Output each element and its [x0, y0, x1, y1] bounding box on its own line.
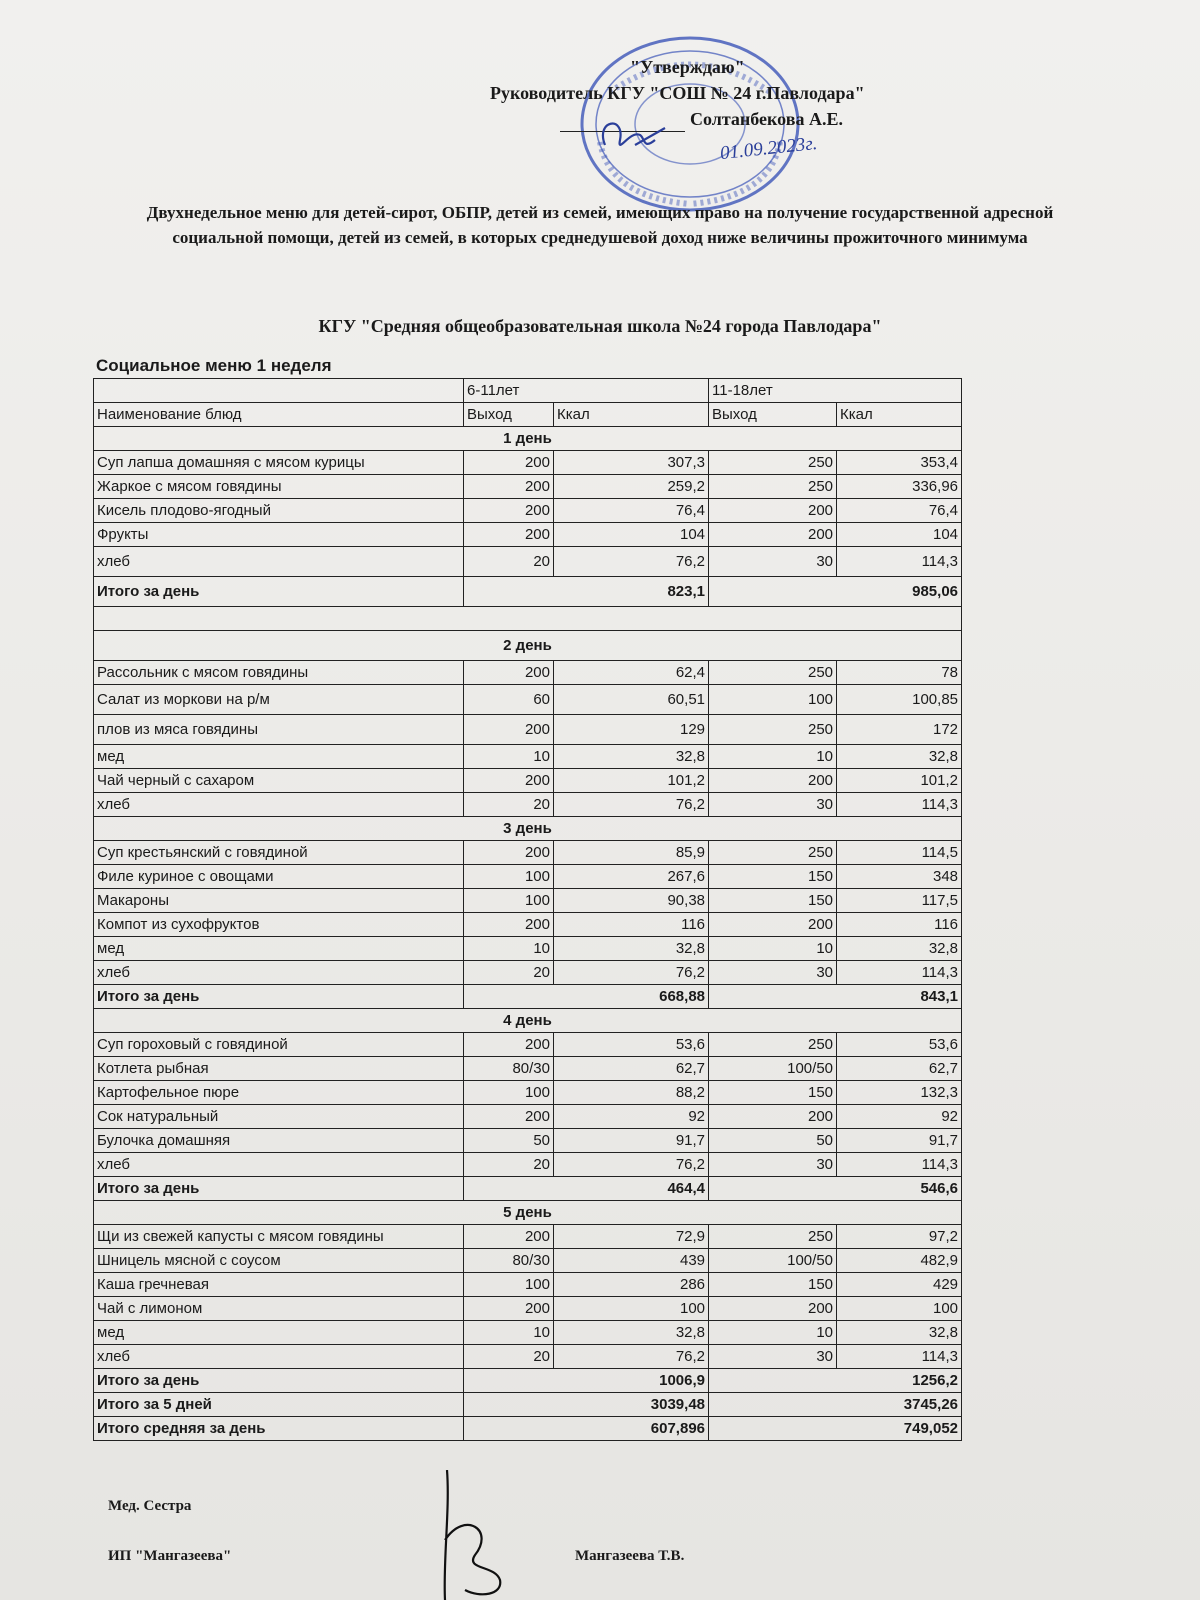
- dish-row: [94, 1273, 962, 1297]
- summary-6-11: 607,896: [464, 1417, 709, 1441]
- ip-label: ИП "Мангазеева": [108, 1548, 232, 1564]
- output-11-18: 10: [709, 937, 837, 961]
- dish-name: Каша гречневая: [94, 1273, 464, 1297]
- dish-name: плов из мяса говядины: [94, 715, 464, 745]
- kcal-6-11: 72,9: [554, 1225, 709, 1249]
- kcal-6-11: 53,6: [554, 1033, 709, 1057]
- total-6-11: 1006,9: [464, 1369, 709, 1393]
- output-6-11: 20: [464, 1345, 554, 1369]
- kcal-11-18: 114,3: [837, 961, 962, 985]
- output-6-11: 100: [464, 865, 554, 889]
- dish-name: Суп крестьянский с говядиной: [94, 841, 464, 865]
- week-title: Социальное меню 1 неделя: [96, 356, 332, 375]
- total-label: Итого за день: [94, 1369, 464, 1393]
- kcal-11-18: 132,3: [837, 1081, 962, 1105]
- kcal-6-11: 60,51: [554, 685, 709, 715]
- output-11-18: 250: [709, 451, 837, 475]
- summary-11-18: 749,052: [709, 1417, 962, 1441]
- output-6-11: 200: [464, 1297, 554, 1321]
- output-6-11: 200: [464, 475, 554, 499]
- output-11-18: 10: [709, 745, 837, 769]
- kcal-11-18: 353,4: [837, 451, 962, 475]
- output-11-18: 100/50: [709, 1057, 837, 1081]
- dish-name: мед: [94, 937, 464, 961]
- dish-name: Суп лапша домашняя с мясом курицы: [94, 451, 464, 475]
- kcal-11-18: 32,8: [837, 937, 962, 961]
- output-11-18: 250: [709, 1033, 837, 1057]
- dish-name: хлеб: [94, 1345, 464, 1369]
- output-11-18: 150: [709, 1081, 837, 1105]
- kcal-6-11: 76,2: [554, 1345, 709, 1369]
- kcal-11-18: 62,7: [837, 1057, 962, 1081]
- kcal-11-18: 116: [837, 913, 962, 937]
- day-total-row: [94, 985, 962, 1009]
- header-dish-name: Наименование блюд: [94, 403, 464, 427]
- dish-row: [94, 1057, 962, 1081]
- day-row: [94, 1009, 962, 1033]
- output-11-18: 250: [709, 715, 837, 745]
- supplier-signature: [425, 1470, 515, 1600]
- day-label: 3 день: [94, 817, 962, 841]
- ip-name: Мангазеева Т.В.: [575, 1548, 685, 1564]
- kcal-11-18: 91,7: [837, 1129, 962, 1153]
- output-6-11: 100: [464, 1273, 554, 1297]
- dish-row: [94, 937, 962, 961]
- output-6-11: 200: [464, 499, 554, 523]
- output-11-18: 200: [709, 913, 837, 937]
- kcal-6-11: 62,4: [554, 661, 709, 685]
- kcal-11-18: 114,3: [837, 1153, 962, 1177]
- dish-name: хлеб: [94, 547, 464, 577]
- kcal-11-18: 78: [837, 661, 962, 685]
- output-6-11: 200: [464, 1105, 554, 1129]
- approval-name: Солтанбекова А.Е.: [690, 109, 843, 129]
- dish-row: [94, 451, 962, 475]
- kcal-6-11: 259,2: [554, 475, 709, 499]
- kcal-6-11: 129: [554, 715, 709, 745]
- day-total-row: [94, 577, 962, 607]
- dish-row: [94, 685, 962, 715]
- output-11-18: 200: [709, 523, 837, 547]
- kcal-11-18: 32,8: [837, 745, 962, 769]
- total-6-11: 668,88: [464, 985, 709, 1009]
- output-6-11: 10: [464, 937, 554, 961]
- kcal-6-11: 32,8: [554, 937, 709, 961]
- total-11-18: 1256,2: [709, 1369, 962, 1393]
- kcal-6-11: 267,6: [554, 865, 709, 889]
- header-output: Выход: [709, 403, 837, 427]
- output-6-11: 200: [464, 1225, 554, 1249]
- output-6-11: 200: [464, 841, 554, 865]
- output-11-18: 50: [709, 1129, 837, 1153]
- dish-row: [94, 1249, 962, 1273]
- output-6-11: 200: [464, 715, 554, 745]
- day-total-row: [94, 1369, 962, 1393]
- document-title: Двухнедельное меню для детей-сирот, ОБПР, детей из семей, имеющих право на получение государственной адресной социальной помощи, детей из семей, в которых среднедушевой доход ниже величины прожиточного минимума: [146, 203, 1054, 247]
- summary-11-18: 3745,26: [709, 1393, 962, 1417]
- output-11-18: 100: [709, 685, 837, 715]
- approval-date: 01.09.2023г.: [719, 132, 819, 165]
- dish-row: [94, 961, 962, 985]
- output-6-11: 200: [464, 451, 554, 475]
- total-6-11: 823,1: [464, 577, 709, 607]
- dish-row: [94, 745, 962, 769]
- summary-label: Итого за 5 дней: [94, 1393, 464, 1417]
- output-11-18: 150: [709, 865, 837, 889]
- dish-row: [94, 1297, 962, 1321]
- day-total-row: [94, 1177, 962, 1201]
- header-row-age: [94, 379, 962, 403]
- day-row: [94, 817, 962, 841]
- header-kcal: Ккал: [554, 403, 709, 427]
- kcal-11-18: 114,5: [837, 841, 962, 865]
- dish-name: Щи из свежей капусты с мясом говядины: [94, 1225, 464, 1249]
- summary-label: Итого средняя за день: [94, 1417, 464, 1441]
- kcal-6-11: 62,7: [554, 1057, 709, 1081]
- kcal-11-18: 104: [837, 523, 962, 547]
- dish-row: [94, 1129, 962, 1153]
- dish-row: [94, 547, 962, 577]
- output-11-18: 30: [709, 1153, 837, 1177]
- approval-position: Руководитель КГУ "СОШ № 24 г.Павлодара": [490, 83, 865, 103]
- spacer-row: [94, 607, 962, 631]
- output-11-18: 250: [709, 1225, 837, 1249]
- kcal-11-18: 92: [837, 1105, 962, 1129]
- output-6-11: 50: [464, 1129, 554, 1153]
- kcal-6-11: 76,2: [554, 961, 709, 985]
- dish-row: [94, 769, 962, 793]
- dish-name: Компот из сухофруктов: [94, 913, 464, 937]
- output-11-18: 250: [709, 661, 837, 685]
- kcal-6-11: 104: [554, 523, 709, 547]
- dish-name: Чай черный с сахаром: [94, 769, 464, 793]
- output-6-11: 200: [464, 523, 554, 547]
- kcal-11-18: 336,96: [837, 475, 962, 499]
- day-label: 1 день: [94, 427, 962, 451]
- total-label: Итого за день: [94, 1177, 464, 1201]
- kcal-6-11: 76,2: [554, 547, 709, 577]
- dish-name: Шницель мясной с соусом: [94, 1249, 464, 1273]
- day-label: 5 день: [94, 1201, 962, 1225]
- kcal-6-11: 76,2: [554, 1153, 709, 1177]
- kcal-6-11: 32,8: [554, 745, 709, 769]
- dish-row: [94, 1033, 962, 1057]
- output-6-11: 100: [464, 1081, 554, 1105]
- dish-name: хлеб: [94, 1153, 464, 1177]
- output-11-18: 150: [709, 889, 837, 913]
- kcal-11-18: 114,3: [837, 793, 962, 817]
- kcal-11-18: 117,5: [837, 889, 962, 913]
- dish-row: [94, 1105, 962, 1129]
- kcal-6-11: 76,4: [554, 499, 709, 523]
- kcal-6-11: 101,2: [554, 769, 709, 793]
- dish-row: [94, 1225, 962, 1249]
- kcal-11-18: 172: [837, 715, 962, 745]
- dish-row: [94, 841, 962, 865]
- dish-row: [94, 1153, 962, 1177]
- day-row: [94, 1201, 962, 1225]
- output-6-11: 20: [464, 961, 554, 985]
- header-kcal: Ккал: [837, 403, 962, 427]
- output-6-11: 20: [464, 1153, 554, 1177]
- dish-name: Суп гороховый с говядиной: [94, 1033, 464, 1057]
- dish-name: мед: [94, 1321, 464, 1345]
- dish-name: хлеб: [94, 793, 464, 817]
- output-6-11: 200: [464, 1033, 554, 1057]
- header-output: Выход: [464, 403, 554, 427]
- kcal-11-18: 114,3: [837, 1345, 962, 1369]
- kcal-6-11: 439: [554, 1249, 709, 1273]
- approval-heading: "Утверждаю": [630, 57, 745, 77]
- summary-row: [94, 1393, 962, 1417]
- output-11-18: 100/50: [709, 1249, 837, 1273]
- nurse-label: Мед. Сестра: [108, 1498, 192, 1514]
- dish-name: Фрукты: [94, 523, 464, 547]
- dish-name: Салат из моркови на р/м: [94, 685, 464, 715]
- total-label: Итого за день: [94, 577, 464, 607]
- kcal-6-11: 76,2: [554, 793, 709, 817]
- kcal-6-11: 286: [554, 1273, 709, 1297]
- output-6-11: 200: [464, 769, 554, 793]
- dish-name: Сок натуральный: [94, 1105, 464, 1129]
- total-11-18: 985,06: [709, 577, 962, 607]
- dish-row: [94, 661, 962, 685]
- kcal-11-18: 100: [837, 1297, 962, 1321]
- day-row: [94, 427, 962, 451]
- header-blank: [94, 379, 464, 403]
- kcal-6-11: 85,9: [554, 841, 709, 865]
- output-6-11: 10: [464, 745, 554, 769]
- header-row-cols: [94, 403, 962, 427]
- header-age-11-18: 11-18лет: [709, 379, 962, 403]
- kcal-6-11: 88,2: [554, 1081, 709, 1105]
- output-11-18: 30: [709, 793, 837, 817]
- kcal-11-18: 482,9: [837, 1249, 962, 1273]
- output-11-18: 30: [709, 961, 837, 985]
- dish-name: Кисель плодово-ягодный: [94, 499, 464, 523]
- kcal-11-18: 76,4: [837, 499, 962, 523]
- output-6-11: 20: [464, 547, 554, 577]
- output-6-11: 200: [464, 913, 554, 937]
- kcal-6-11: 90,38: [554, 889, 709, 913]
- kcal-11-18: 100,85: [837, 685, 962, 715]
- dish-name: Жаркое с мясом говядины: [94, 475, 464, 499]
- dish-row: [94, 793, 962, 817]
- day-row: [94, 631, 962, 661]
- dish-row: [94, 715, 962, 745]
- total-11-18: 843,1: [709, 985, 962, 1009]
- summary-row: [94, 1417, 962, 1441]
- kcal-11-18: 101,2: [837, 769, 962, 793]
- dish-name: Филе куриное с овощами: [94, 865, 464, 889]
- dish-name: Чай с лимоном: [94, 1297, 464, 1321]
- kcal-11-18: 53,6: [837, 1033, 962, 1057]
- kcal-6-11: 116: [554, 913, 709, 937]
- dish-name: Котлета рыбная: [94, 1057, 464, 1081]
- output-11-18: 200: [709, 1297, 837, 1321]
- total-6-11: 464,4: [464, 1177, 709, 1201]
- dish-name: Рассольник с мясом говядины: [94, 661, 464, 685]
- output-11-18: 30: [709, 547, 837, 577]
- output-11-18: 10: [709, 1321, 837, 1345]
- output-11-18: 250: [709, 841, 837, 865]
- dish-name: мед: [94, 745, 464, 769]
- total-label: Итого за день: [94, 985, 464, 1009]
- kcal-11-18: 114,3: [837, 547, 962, 577]
- dish-name: Макароны: [94, 889, 464, 913]
- output-6-11: 80/30: [464, 1057, 554, 1081]
- dish-row: [94, 523, 962, 547]
- dish-row: [94, 1345, 962, 1369]
- school-name: КГУ "Средняя общеобразовательная школа №24 города Павлодара": [318, 316, 882, 336]
- output-11-18: 150: [709, 1273, 837, 1297]
- dish-row: [94, 475, 962, 499]
- output-11-18: 30: [709, 1345, 837, 1369]
- summary-6-11: 3039,48: [464, 1393, 709, 1417]
- total-11-18: 546,6: [709, 1177, 962, 1201]
- dish-row: [94, 1321, 962, 1345]
- director-signature: [585, 110, 675, 160]
- output-11-18: 200: [709, 499, 837, 523]
- kcal-6-11: 307,3: [554, 451, 709, 475]
- output-6-11: 200: [464, 661, 554, 685]
- spacer-cell: [94, 607, 962, 631]
- dish-name: хлеб: [94, 961, 464, 985]
- dish-name: Булочка домашняя: [94, 1129, 464, 1153]
- output-6-11: 80/30: [464, 1249, 554, 1273]
- dish-row: [94, 1081, 962, 1105]
- output-11-18: 250: [709, 475, 837, 499]
- kcal-11-18: 348: [837, 865, 962, 889]
- output-6-11: 10: [464, 1321, 554, 1345]
- output-6-11: 20: [464, 793, 554, 817]
- menu-table: [93, 378, 962, 1441]
- day-label: 4 день: [94, 1009, 962, 1033]
- kcal-6-11: 100: [554, 1297, 709, 1321]
- dish-name: Картофельное пюре: [94, 1081, 464, 1105]
- dish-row: [94, 499, 962, 523]
- day-label: 2 день: [94, 631, 962, 661]
- output-6-11: 60: [464, 685, 554, 715]
- kcal-6-11: 32,8: [554, 1321, 709, 1345]
- header-age-6-11: 6-11лет: [464, 379, 709, 403]
- kcal-6-11: 92: [554, 1105, 709, 1129]
- dish-row: [94, 865, 962, 889]
- output-11-18: 200: [709, 1105, 837, 1129]
- dish-row: [94, 913, 962, 937]
- kcal-6-11: 91,7: [554, 1129, 709, 1153]
- dish-row: [94, 889, 962, 913]
- kcal-11-18: 32,8: [837, 1321, 962, 1345]
- kcal-11-18: 97,2: [837, 1225, 962, 1249]
- kcal-11-18: 429: [837, 1273, 962, 1297]
- output-11-18: 200: [709, 769, 837, 793]
- output-6-11: 100: [464, 889, 554, 913]
